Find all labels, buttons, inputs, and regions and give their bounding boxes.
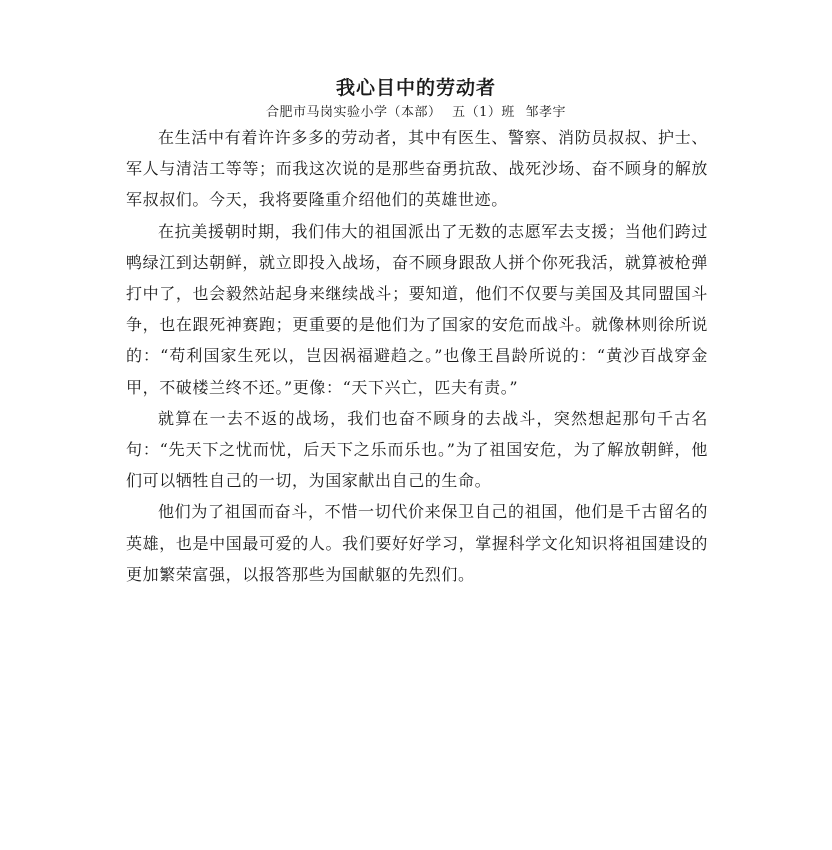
paragraph-4: 他们为了祖国而奋斗，不惜一切代价来保卫自己的祖国，他们是千古留名的英雄，也是中国最可爱的人。我们要好好学习，掌握科学文化知识将祖国建设的更加繁荣富强，以报答那些为国献躯的先烈们。 xyxy=(126,502,708,584)
paragraph-3: 就算在一去不返的战场，我们也奋不顾身的去战斗，突然想起那句千古名句：“先天下之忧而忧，后天下之乐而乐也。”为了祖国安危，为了解放朝鲜，他们可以牺牲自己的一切，为国家献出自己的生命。 xyxy=(126,408,708,491)
document-title: 我心目中的劳动者 xyxy=(335,77,496,99)
paragraph-2: 在抗美援朝时期，我们伟大的祖国派出了无数的志愿军去支援；当他们跨过鸭绿江到达朝鲜，就立即投入战场，奋不顾身跟敌人拼个你死我活，就算被枪弹打中了，也会毅然站起身来继续战斗；要知道，他们不仅要与美国及其同盟国斗争，也在跟死神赛跑；更重要的是他们为了国家的安危而战斗。就像林则徐所说的：“苟利国家生死以，岂因祸福避趋之。”也像王昌龄所说的：“黄沙百战穿金甲，不破楼兰终不还。”更像：“天下兴亡，匹夫有责。” xyxy=(126,221,708,397)
paragraph-1: 在生活中有着许许多多的劳动者，其中有医生、警察、消防员叔叔、护士、军人与清洁工等等；而我这次说的是那些奋勇抗敌、战死沙场、奋不顾身的解放军叔叔们。今天，我将要隆重介绍他们的英雄世迹。 xyxy=(126,128,708,210)
author-byline: 合肥市马岗实验小学（本部） 五（1）班 邹孝宇 xyxy=(265,105,567,120)
essay-body xyxy=(126,122,708,590)
